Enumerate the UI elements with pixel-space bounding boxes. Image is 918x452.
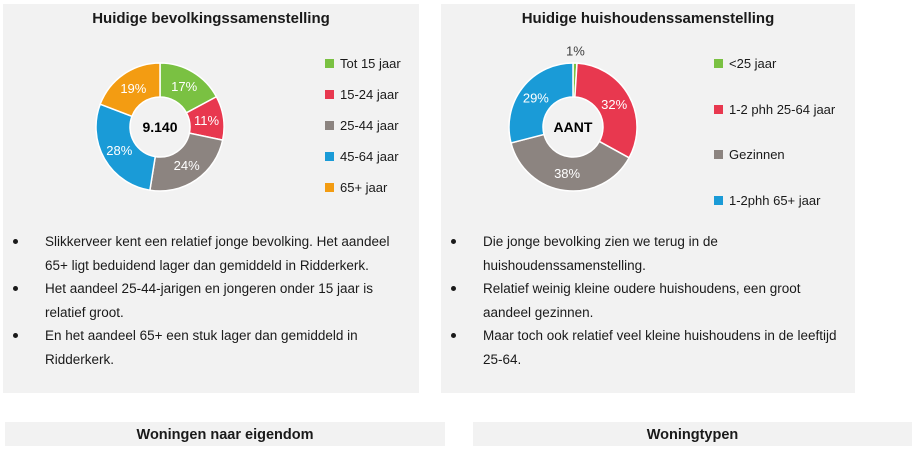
- donut-label-0-3: 28%: [106, 143, 133, 158]
- legend-swatch-0-4: [325, 183, 334, 192]
- legend-label-1-3: 1-2phh 65+ jaar: [729, 192, 821, 208]
- household-note-1: Relatief weinig kleine oudere huishoudens, een groot aandeel gezinnen.: [443, 277, 843, 324]
- legend-item-1-0: [714, 56, 776, 71]
- donut-center-label-1: AANT: [553, 119, 593, 135]
- legend-item-0-0: [325, 56, 401, 71]
- donut-label-1-1: 32%: [601, 96, 628, 112]
- donut-label-0-2: 24%: [173, 158, 200, 174]
- household-donut-chart: [508, 43, 638, 192]
- legend-swatch-0-2: [325, 121, 334, 130]
- population-panel: [3, 4, 419, 393]
- legend-item-0-2: [325, 118, 399, 133]
- legend-label-0-1: 15-24 jaar: [340, 87, 399, 102]
- household-legend: [714, 56, 854, 216]
- household-notes: [443, 230, 843, 371]
- legend-swatch-1-3: [714, 196, 723, 205]
- population-legend: [325, 56, 419, 206]
- legend-swatch-0-0: [325, 59, 334, 68]
- section-title-housing-types: Woningtypen: [473, 422, 912, 446]
- household-chart-title: Huidige huishoudenssamenstelling: [521, 10, 775, 27]
- donut-label-0-4: 19%: [120, 80, 147, 96]
- legend-item-0-1: [325, 87, 399, 102]
- legend-label-1-0: <25 jaar: [729, 56, 777, 71]
- donut-label-1-0: 1%: [565, 43, 585, 59]
- legend-swatch-0-1: [325, 90, 334, 99]
- legend-label-0-2: 25-44 jaar: [340, 118, 399, 133]
- population-donut-chart: [95, 62, 225, 192]
- legend-label-0-3: 45-64 jaar: [340, 149, 399, 164]
- legend-swatch-1-0: [714, 59, 723, 68]
- legend-swatch-1-1: [714, 105, 723, 114]
- legend-item-1-3: [714, 193, 820, 208]
- section-title-ownership: Woningen naar eigendom: [5, 422, 445, 446]
- legend-label-0-0: Tot 15 jaar: [340, 56, 401, 71]
- population-note-0: Slikkerveer kent een relatief jonge bevolking. Het aandeel 65+ ligt beduidend lager dan gemiddeld in Ridderkerk.: [5, 230, 401, 277]
- legend-item-0-3: [325, 149, 399, 164]
- legend-swatch-1-2: [714, 150, 723, 159]
- donut-label-0-1: 11%: [193, 112, 220, 128]
- population-note-1: Het aandeel 25-44-jarigen en jongeren onder 15 jaar is relatief groot.: [5, 277, 401, 324]
- legend-label-1-2: Gezinnen: [729, 147, 785, 162]
- donut-label-1-2: 38%: [554, 166, 581, 182]
- household-panel: [441, 4, 855, 393]
- legend-label-0-4: 65+ jaar: [340, 180, 388, 195]
- population-note-2: En het aandeel 65+ een stuk lager dan gemiddeld in Ridderkerk.: [5, 324, 401, 371]
- legend-label-1-1: 1-2 phh 25-64 jaar: [729, 101, 836, 117]
- legend-item-0-4: [325, 180, 387, 195]
- legend-item-1-1: [714, 102, 835, 117]
- legend-swatch-0-3: [325, 152, 334, 161]
- population-chart-title: Huidige bevolkingssamenstelling: [92, 10, 330, 27]
- household-note-2: Maar toch ook relatief veel kleine huishoudens in de leeftijd 25-64.: [443, 324, 843, 371]
- donut-label-1-3: 29%: [522, 90, 549, 106]
- donut-label-0-0: 17%: [171, 79, 198, 95]
- population-notes: [5, 230, 401, 371]
- donut-center-label-0: 9.140: [142, 119, 178, 135]
- household-note-0: Die jonge bevolking zien we terug in de huishoudenssamenstelling.: [443, 230, 843, 277]
- legend-item-1-2: [714, 147, 785, 162]
